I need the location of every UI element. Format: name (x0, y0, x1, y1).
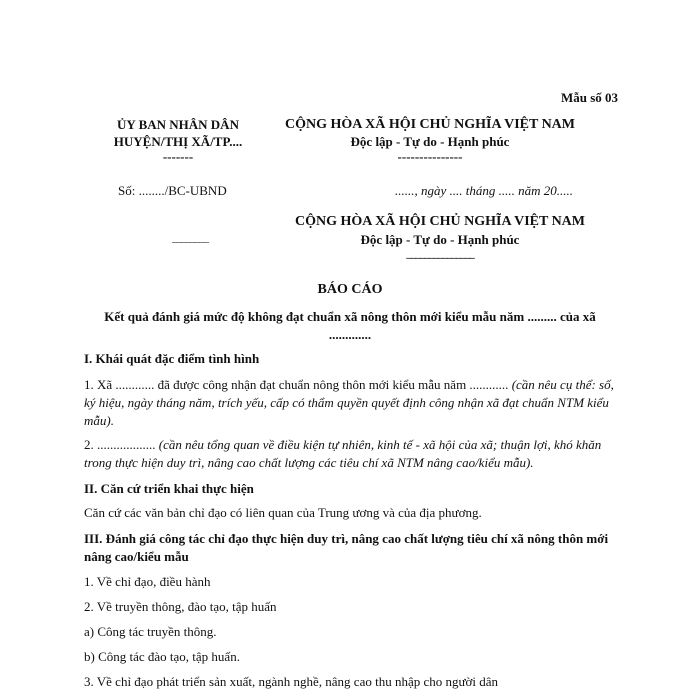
section-3-heading: III. Đánh giá công tác chỉ đạo thực hiện duy trì, nâng cao chất lượng tiêu chí xã nông thôn mới nâng cao/kiểu mẫu (84, 531, 609, 564)
motto-country-repeat: CỘNG HÒA XÃ HỘI CHỦ NGHĨA VIỆT NAM (294, 214, 585, 229)
motto-slogan-repeat: Độc lập - Tự do - Hạnh phúc (360, 232, 520, 247)
section-3-item: a) Công tác truyền thông. (84, 624, 217, 639)
section-3-item: 1. Về chỉ đạo, điều hành (84, 574, 211, 589)
paragraph-2-note: (cần nêu tổng quan về điều kiện tự nhiên, kinh tế - xã hội của xã; thuận lợi, khó khăn trong thực hiện duy trì, nâng cao chất lượng các tiêu chí xã NTM nâng cao/kiểu mẫu). (84, 437, 602, 470)
motto-slogan: Độc lập - Tự do - Hạnh phúc (350, 134, 510, 149)
motto-dash: --------------- (397, 149, 463, 164)
issuing-authority (88, 116, 268, 164)
authority-rule: ________ (172, 232, 208, 244)
authority-line-1: ỦY BAN NHÂN DÂN (117, 117, 239, 132)
section-3-item: b) Công tác đào tạo, tập huấn. (84, 649, 240, 664)
motto-rule-repeat: _______________ (406, 248, 474, 260)
document-date: ......, ngày .... tháng ..... năm 20..... (395, 183, 574, 198)
national-motto (270, 116, 590, 164)
section-2-paragraph: Căn cứ các văn bản chỉ đạo có liên quan của Trung ương và của địa phương. (84, 505, 482, 520)
section-1-heading: I. Khái quát đặc điểm tình hình (84, 351, 260, 366)
document-number: Số: ......../BC-UBND (118, 183, 227, 198)
authority-dash: ------- (162, 149, 194, 164)
section-1-paragraph-1 (84, 376, 614, 430)
national-motto-repeat (270, 213, 610, 259)
authority-line-2: HUYỆN/THỊ XÃ/TP.... (113, 134, 243, 149)
motto-country: CỘNG HÒA XÃ HỘI CHỦ NGHĨA VIỆT NAM (284, 117, 575, 132)
section-2-heading: II. Căn cứ triển khai thực hiện (84, 481, 254, 496)
paragraph-1-text: 1. Xã ............ đã được công nhận đạt chuẩn nông thôn mới kiểu mẫu năm ............ (84, 377, 512, 392)
paragraph-2-text: 2. .................. (84, 437, 159, 452)
section-3-item: 2. Về truyền thông, đào tạo, tập huấn (84, 599, 277, 614)
report-subtitle: Kết quả đánh giá mức độ không đạt chuẩn xã nông thôn mới kiểu mẫu năm ......... của xã ............. (104, 309, 596, 342)
form-number: Mẫu số 03 (560, 90, 618, 105)
paragraph-1-note: (cần nêu cụ thể: số, ký hiệu, ngày tháng năm, trích yếu, cấp có thẩm quyền quyết định công nhận xã đạt chuẩn NTM kiểu mẫu). (84, 377, 614, 428)
report-title: BÁO CÁO (317, 282, 383, 297)
section-3-item: 3. Về chỉ đạo phát triển sản xuất, ngành nghề, nâng cao thu nhập cho người dân (84, 674, 499, 689)
section-1-paragraph-2 (84, 436, 614, 472)
